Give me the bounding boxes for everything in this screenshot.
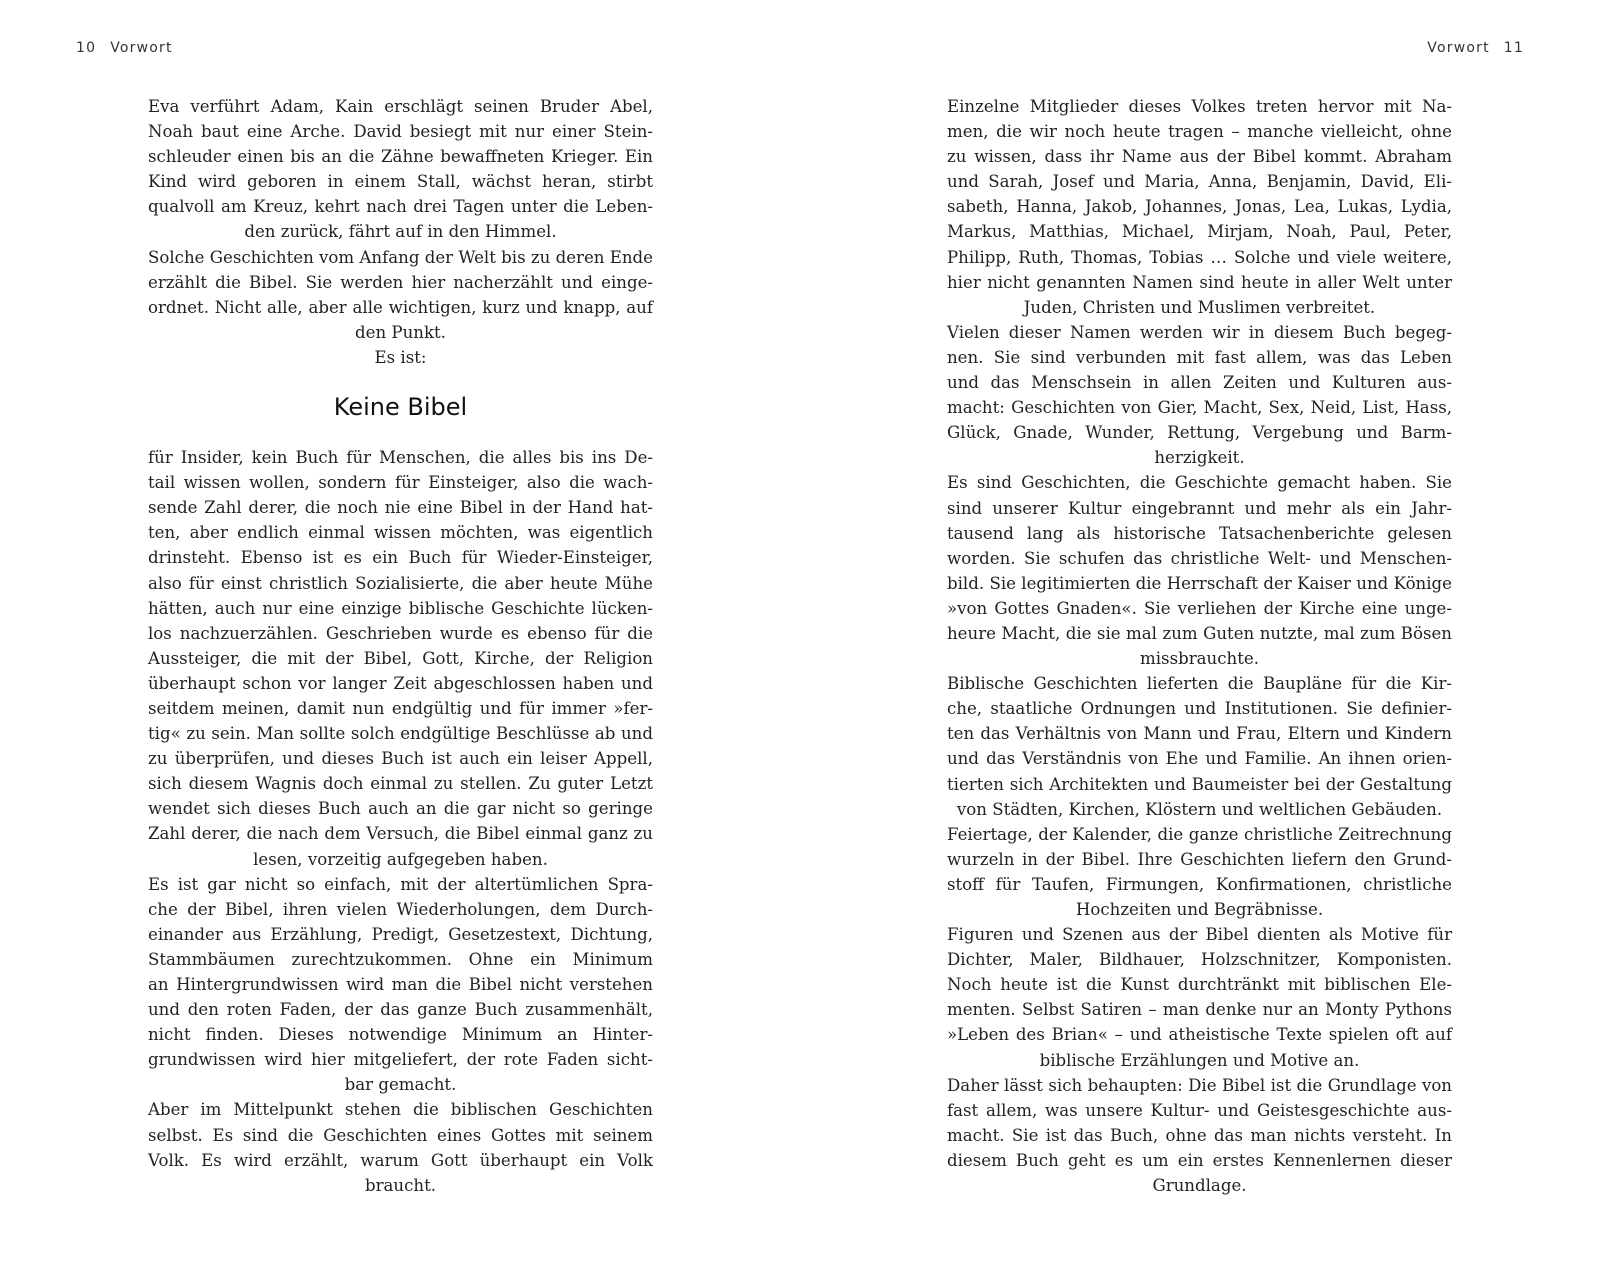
paragraph bbox=[947, 922, 1452, 1073]
text-line: Juden, Christen und Muslimen verbreitet. bbox=[1023, 297, 1376, 317]
text-line: Biblische Geschichten lieferten die Baupläne für die Kir- bbox=[947, 674, 1452, 694]
text-line: und das Menschsein in allen Zeiten und Kulturen aus- bbox=[947, 373, 1452, 393]
text-line: Volk. Es wird erzählt, warum Gott überhaupt ein Volk bbox=[148, 1150, 653, 1170]
text-line: zu überprüfen, und dieses Buch ist auch ein leiser Appell, bbox=[148, 749, 653, 769]
text-line: Vielen dieser Namen werden wir in diesem Buch begeg- bbox=[947, 322, 1452, 342]
text-line: lesen, vorzeitig aufgegeben haben. bbox=[253, 849, 548, 869]
text-line: Eva verführt Adam, Kain erschlägt seinen Bruder Abel, bbox=[148, 97, 653, 116]
text-line: tierten sich Architekten und Baumeister bei der Gestaltung bbox=[947, 774, 1452, 794]
text-line: erzählt die Bibel. Sie werden hier nacherzählt und einge- bbox=[148, 272, 653, 292]
text-line: »Leben des Brian« – und atheistische Texte spielen oft auf bbox=[947, 1025, 1452, 1045]
text-line: bild. Sie legitimierten die Herrschaft der Kaiser und Könige bbox=[947, 573, 1452, 593]
paragraph bbox=[947, 1073, 1452, 1198]
text-line: che, staatliche Ordnungen und Institutionen. Sie definier- bbox=[947, 699, 1452, 719]
text-line: tail wissen wollen, sondern für Einsteiger, also die wach- bbox=[148, 473, 653, 493]
text-line: an Hintergrundwissen wird man die Bibel nicht verstehen bbox=[148, 975, 653, 994]
section-heading: Keine Bibel bbox=[333, 392, 468, 421]
text-line: stoff für Taufen, Firmungen, Konfirmationen, christliche bbox=[947, 874, 1452, 894]
paragraph bbox=[148, 1097, 653, 1197]
text-line: Einzelne Mitglieder dieses Volkes treten hervor mit Na- bbox=[947, 97, 1452, 116]
text-line: worden. Sie schufen das christliche Welt- und Menschen- bbox=[947, 548, 1452, 568]
text-line: Zahl derer, die nach dem Versuch, die Bibel einmal ganz zu bbox=[148, 824, 653, 844]
text-line: wurzeln in der Bibel. Ihre Geschichten liefern den Grund- bbox=[947, 849, 1452, 869]
running-head-title: Vorwort bbox=[1427, 40, 1490, 56]
text-line: missbrauchte. bbox=[1140, 649, 1259, 669]
text-line: und Sarah, Josef und Maria, Anna, Benjamin, David, Eli- bbox=[947, 172, 1452, 192]
text-line: wendet sich dieses Buch auch an die gar nicht so geringe bbox=[148, 799, 653, 819]
running-head-left bbox=[76, 40, 173, 56]
text-line: von Städten, Kirchen, Klöstern und weltlichen Gebäuden. bbox=[956, 799, 1443, 819]
text-line: hätten, auch nur eine einzige biblische Geschichte lücken- bbox=[148, 598, 653, 618]
paragraph bbox=[148, 345, 653, 370]
paragraph bbox=[148, 94, 653, 245]
text-line: Dichter, Maler, Bildhauer, Holzschnitzer, Komponisten. bbox=[947, 950, 1452, 970]
text-line: Daher lässt sich behaupten: Die Bibel ist die Grundlage von bbox=[947, 1075, 1452, 1095]
text-line: und das Verständnis von Ehe und Familie. An ihnen orien- bbox=[947, 749, 1452, 769]
text-line: Markus, Matthias, Michael, Mirjam, Noah, Paul, Peter, bbox=[947, 222, 1452, 242]
text-line: nen. Sie sind verbunden mit fast allem, was das Leben bbox=[947, 347, 1452, 367]
text-line: Philipp, Ruth, Thomas, Tobias … Solche und viele weitere, bbox=[947, 247, 1452, 267]
text-line: Es ist: bbox=[374, 347, 427, 367]
text-line: Kind wird geboren in einem Stall, wächst heran, stirbt bbox=[148, 172, 653, 192]
text-line: Glück, Gnade, Wunder, Rettung, Vergebung und Barm- bbox=[947, 423, 1452, 443]
text-line: für Insider, kein Buch für Menschen, die alles bis ins De- bbox=[148, 448, 653, 468]
text-line: also für einst christlich Sozialisierte, die aber heute Mühe bbox=[148, 573, 653, 593]
text-line: los nachzuerzählen. Geschrieben wurde es ebenso für die bbox=[148, 623, 653, 643]
text-line: che der Bibel, ihren vielen Wiederholungen, dem Durch- bbox=[148, 899, 653, 919]
left-page-body bbox=[148, 94, 653, 1198]
text-line: und den roten Faden, der das ganze Buch zusammenhält, bbox=[148, 1000, 653, 1020]
text-line: tig« zu sein. Man sollte solch endgültige Beschlüsse ab und bbox=[148, 724, 653, 744]
text-line: Stammbäumen zurechtzukommen. Ohne ein Minimum bbox=[148, 949, 653, 969]
running-head-right bbox=[1427, 40, 1524, 56]
text-line: braucht. bbox=[364, 1175, 437, 1195]
text-line: heure Macht, die sie mal zum Guten nutzte, mal zum Bösen bbox=[947, 623, 1452, 643]
text-line: ordnet. Nicht alle, aber alle wichtigen, kurz und knapp, auf bbox=[148, 297, 653, 317]
text-line: Noah baut eine Arche. David besiegt mit nur einer Stein- bbox=[148, 122, 653, 142]
paragraph bbox=[947, 822, 1452, 922]
text-line: ten, aber endlich einmal wissen möchten, was eigentlich bbox=[148, 523, 653, 543]
text-line: den zurück, fährt auf in den Himmel. bbox=[244, 222, 557, 242]
paragraph bbox=[148, 245, 653, 345]
text-line: diesem Buch geht es um ein erstes Kennenlernen dieser bbox=[947, 1150, 1452, 1170]
text-line: Es ist gar nicht so einfach, mit der altertümlichen Spra- bbox=[148, 874, 653, 894]
text-line: seitdem meinen, damit nun endgültig und für immer »fer- bbox=[148, 698, 653, 718]
text-line: Grundlage. bbox=[1152, 1176, 1247, 1196]
paragraph bbox=[148, 872, 653, 1098]
text-line: qualvoll am Kreuz, kehrt nach drei Tagen unter die Leben- bbox=[148, 197, 653, 217]
text-line: sabeth, Hanna, Jakob, Johannes, Jonas, Lea, Lukas, Lydia, bbox=[947, 197, 1452, 217]
text-line: fast allem, was unsere Kultur- und Geistesgeschichte aus- bbox=[947, 1100, 1452, 1120]
page-number: 10 bbox=[76, 40, 97, 56]
text-line: Figuren und Szenen aus der Bibel dienten als Motive für bbox=[947, 925, 1452, 945]
text-line: hier nicht genannten Namen sind heute in aller Welt unter bbox=[947, 272, 1452, 292]
text-line: Feiertage, der Kalender, die ganze christliche Zeitrechnung bbox=[947, 824, 1452, 844]
text-line: men, die wir noch heute tragen – manche vielleicht, ohne bbox=[947, 122, 1452, 142]
text-line: macht: Geschichten von Gier, Macht, Sex, Neid, List, Hass, bbox=[947, 398, 1452, 418]
text-line: macht. Sie ist das Buch, ohne das man nichts versteht. In bbox=[947, 1125, 1452, 1145]
text-line: schleuder einen bis an die Zähne bewaffneten Krieger. Ein bbox=[148, 147, 653, 167]
text-line: menten. Selbst Satiren – man denke nur an Monty Pythons bbox=[947, 1000, 1452, 1020]
text-line: Aber im Mittelpunkt stehen die biblischen Geschichten bbox=[148, 1100, 653, 1120]
text-line: Es sind Geschichten, die Geschichte gemacht haben. Sie bbox=[947, 473, 1452, 493]
paragraph bbox=[947, 320, 1452, 471]
text-line: tausend lang als historische Tatsachenberichte gelesen bbox=[947, 523, 1452, 543]
right-page-body bbox=[947, 94, 1452, 1198]
text-line: herzigkeit. bbox=[1154, 448, 1245, 468]
text-line: »von Gottes Gnaden«. Sie verliehen der Kirche eine unge- bbox=[947, 598, 1452, 618]
paragraph bbox=[148, 445, 653, 872]
page-number: 11 bbox=[1503, 40, 1524, 56]
running-head-title: Vorwort bbox=[110, 40, 173, 56]
paragraph bbox=[947, 671, 1452, 822]
text-line: bar gemacht. bbox=[344, 1075, 457, 1095]
paragraph bbox=[947, 94, 1452, 320]
text-line: zu wissen, dass ihr Name aus der Bibel kommt. Abraham bbox=[947, 147, 1452, 167]
text-line: nicht finden. Dieses notwendige Minimum an Hinter- bbox=[148, 1025, 653, 1045]
text-line: drinsteht. Ebenso ist es ein Buch für Wieder-Einsteiger, bbox=[148, 548, 653, 568]
text-line: Hochzeiten und Begräbnisse. bbox=[1075, 900, 1324, 919]
text-line: grundwissen wird hier mitgeliefert, der rote Faden sicht- bbox=[148, 1050, 653, 1070]
text-line: ten das Verhältnis von Mann und Frau, Eltern und Kindern bbox=[947, 724, 1452, 744]
text-line: Noch heute ist die Kunst durchtränkt mit biblischen Ele- bbox=[947, 975, 1452, 995]
text-line: sind unserer Kultur eingebrannt und mehr als ein Jahr- bbox=[947, 498, 1452, 518]
paragraph bbox=[947, 470, 1452, 671]
text-line: einander aus Erzählung, Predigt, Gesetzestext, Dichtung, bbox=[148, 924, 653, 944]
text-line: sende Zahl derer, die noch nie eine Bibel in der Hand hat- bbox=[148, 498, 653, 518]
text-line: überhaupt schon vor langer Zeit abgeschlossen haben und bbox=[148, 673, 653, 693]
text-line: Aussteiger, die mit der Bibel, Gott, Kirche, der Religion bbox=[148, 648, 653, 668]
text-line: sich diesem Wagnis doch einmal zu stellen. Zu guter Letzt bbox=[148, 774, 653, 794]
text-line: selbst. Es sind die Geschichten eines Gottes mit seinem bbox=[148, 1125, 653, 1145]
text-line: biblische Erzählungen und Motive an. bbox=[1039, 1050, 1360, 1070]
text-line: Solche Geschichten vom Anfang der Welt bis zu deren Ende bbox=[148, 247, 653, 267]
text-line: den Punkt. bbox=[355, 322, 446, 342]
